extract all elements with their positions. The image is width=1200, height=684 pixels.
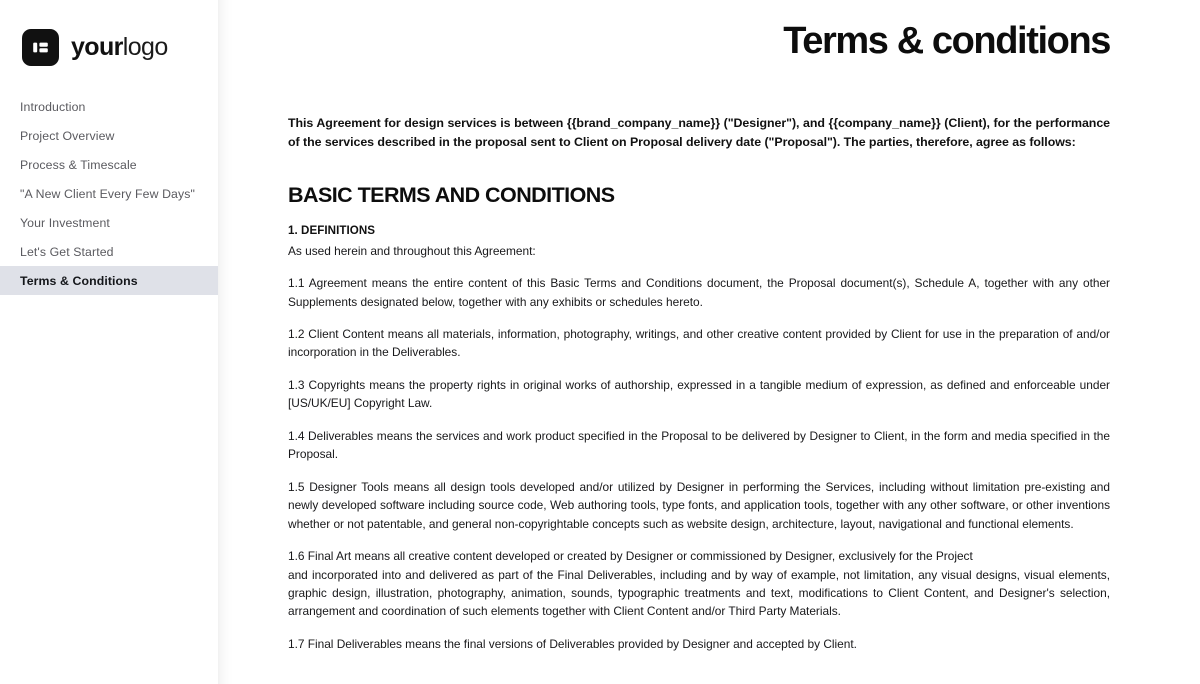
sidebar-item-label: "A New Client Every Few Days" bbox=[20, 186, 195, 201]
clause-1-1: 1.1 Agreement means the entire content of this Basic Terms and Conditions document, the Proposal document(s), Schedule A, together with any other Supplements designated below, together with any exhibits or schedules hereto. bbox=[288, 276, 1110, 309]
layout-grid-icon bbox=[22, 29, 59, 66]
sidebar-item-lets-get-started[interactable] bbox=[0, 237, 218, 266]
brand-name-light: logo bbox=[122, 32, 168, 61]
sidebar-item-terms-conditions[interactable] bbox=[0, 266, 218, 295]
clause-1-3: 1.3 Copyrights means the property rights in original works of authorship, expressed in a tangible medium of expression, as defined and enforceable under [US/UK/EU] Copyright Law. bbox=[288, 377, 1110, 411]
section-heading-basic-terms: BASIC TERMS AND CONDITIONS bbox=[288, 182, 615, 207]
sidebar-item-label: Project Overview bbox=[20, 128, 115, 143]
sidebar-item-a-new-client-every-few-days[interactable] bbox=[0, 179, 218, 208]
clause-1-5: 1.5 Designer Tools means all design tools developed and/or utilized by Designer in performing the Services, including without limitation pre-existing and newly developed software including source code, Web authoring tools, type fonts, and application tools, together with any other software, or other inventions whether or not patentable, and general non-copyrightable concepts such as website design, architecture, layout, navigational and functional elements. bbox=[288, 479, 1110, 531]
clause-1-2: 1.2 Client Content means all materials, information, photography, writings, and other creative content provided by Client for use in the preparation of and/or incorporation in the Deliverables. bbox=[288, 326, 1110, 360]
page-title: Terms & conditions bbox=[783, 20, 1110, 62]
brand-name-bold: your bbox=[71, 32, 123, 61]
brand-logo[interactable] bbox=[0, 0, 218, 72]
clause-1-4: 1.4 Deliverables means the services and work product specified in the Proposal to be delivered by Designer to Client, in the form and media specified in the Proposal. bbox=[288, 428, 1110, 462]
sidebar-item-label: Terms & Conditions bbox=[20, 273, 138, 288]
sidebar-item-introduction[interactable] bbox=[0, 92, 218, 121]
document-content bbox=[218, 0, 1200, 684]
sidebar-item-label: Let's Get Started bbox=[20, 244, 114, 259]
subheading-definitions: 1. DEFINITIONS bbox=[288, 224, 376, 238]
sidebar-nav bbox=[0, 92, 218, 295]
sidebar-item-your-investment[interactable] bbox=[0, 208, 218, 237]
brand-name bbox=[71, 32, 168, 61]
definitions-lead-text: As used herein and throughout this Agreement: bbox=[288, 243, 536, 258]
clause-1-6-line-1: 1.6 Final Art means all creative content developed or created by Designer or commissioned by Designer, exclusively for the Project bbox=[288, 549, 973, 564]
sidebar-item-process-timescale[interactable] bbox=[0, 150, 218, 179]
sidebar-item-project-overview[interactable] bbox=[0, 121, 218, 150]
sidebar-item-label: Introduction bbox=[20, 99, 86, 114]
agreement-intro-paragraph: This Agreement for design services is between {{brand_company_name}} ("Designer"), and {{company_name}} (Client), for the performance of the services described in the proposal sent to Client on Proposal delivery date ("Proposal"). The parties, therefore, agree as follows: bbox=[288, 115, 1110, 149]
clause-1-6-continued: and incorporated into and delivered as part of the Final Deliverables, including and by way of example, not limitation, any visual designs, visual elements, graphic design, illustration, photography, animation, sounds, typographic treatments and text, modifications to Client Content, and Designer's selection, arrangement and coordination of such elements together with Client Content and/or Third Party Materials. bbox=[288, 567, 1110, 619]
sidebar-item-label: Process & Timescale bbox=[20, 157, 137, 172]
clause-1-7: 1.7 Final Deliverables means the final versions of Deliverables provided by Designer and accepted by Client. bbox=[288, 636, 857, 651]
document-body bbox=[288, 0, 1110, 653]
sidebar-item-label: Your Investment bbox=[20, 215, 110, 230]
sidebar bbox=[0, 0, 218, 684]
